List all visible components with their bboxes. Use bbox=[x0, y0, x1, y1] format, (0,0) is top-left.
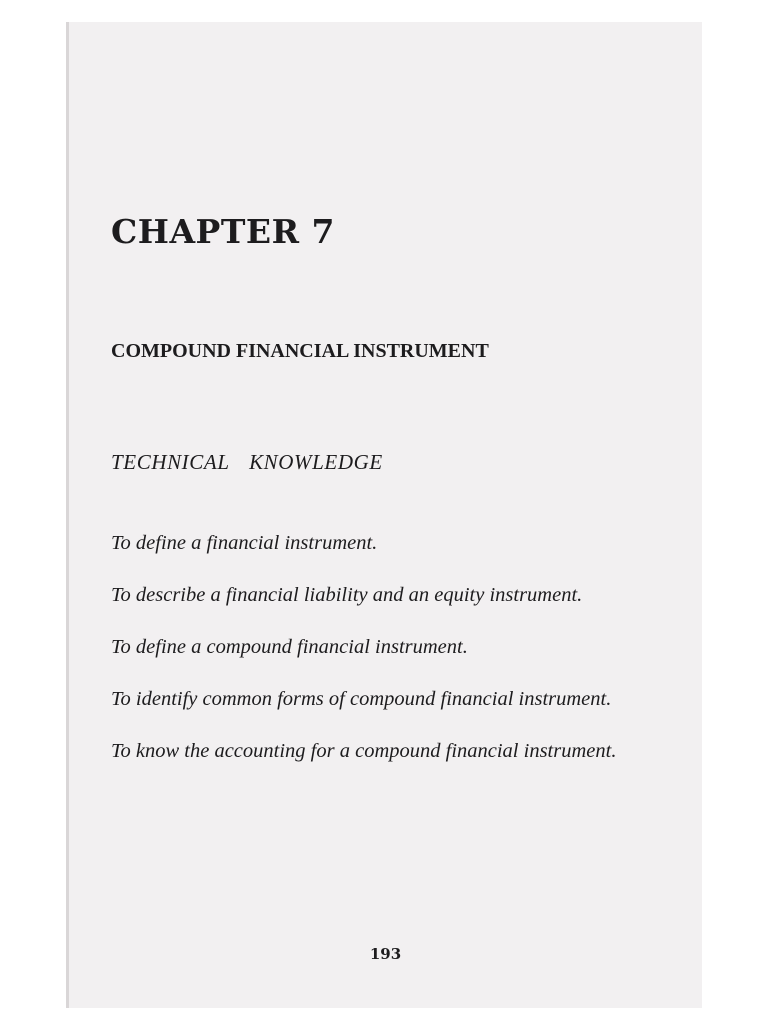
book-page bbox=[66, 22, 702, 1008]
objective-item: To define a financial instrument. bbox=[111, 532, 378, 554]
objectives-list bbox=[111, 530, 671, 790]
page-number: 193 bbox=[369, 945, 402, 963]
section-title: COMPOUND FINANCIAL INSTRUMENT bbox=[111, 340, 489, 362]
chapter-title: CHAPTER 7 bbox=[111, 212, 335, 251]
objective-item: To identify common forms of compound financial instrument. bbox=[111, 688, 612, 710]
objective-item: To know the accounting for a compound financial instrument. bbox=[111, 740, 617, 762]
objective-item: To describe a financial liability and an equity instrument. bbox=[111, 584, 583, 606]
objective-item: To define a compound financial instrument. bbox=[111, 636, 468, 658]
subsection-title: TECHNICAL KNOWLEDGE bbox=[111, 450, 383, 474]
